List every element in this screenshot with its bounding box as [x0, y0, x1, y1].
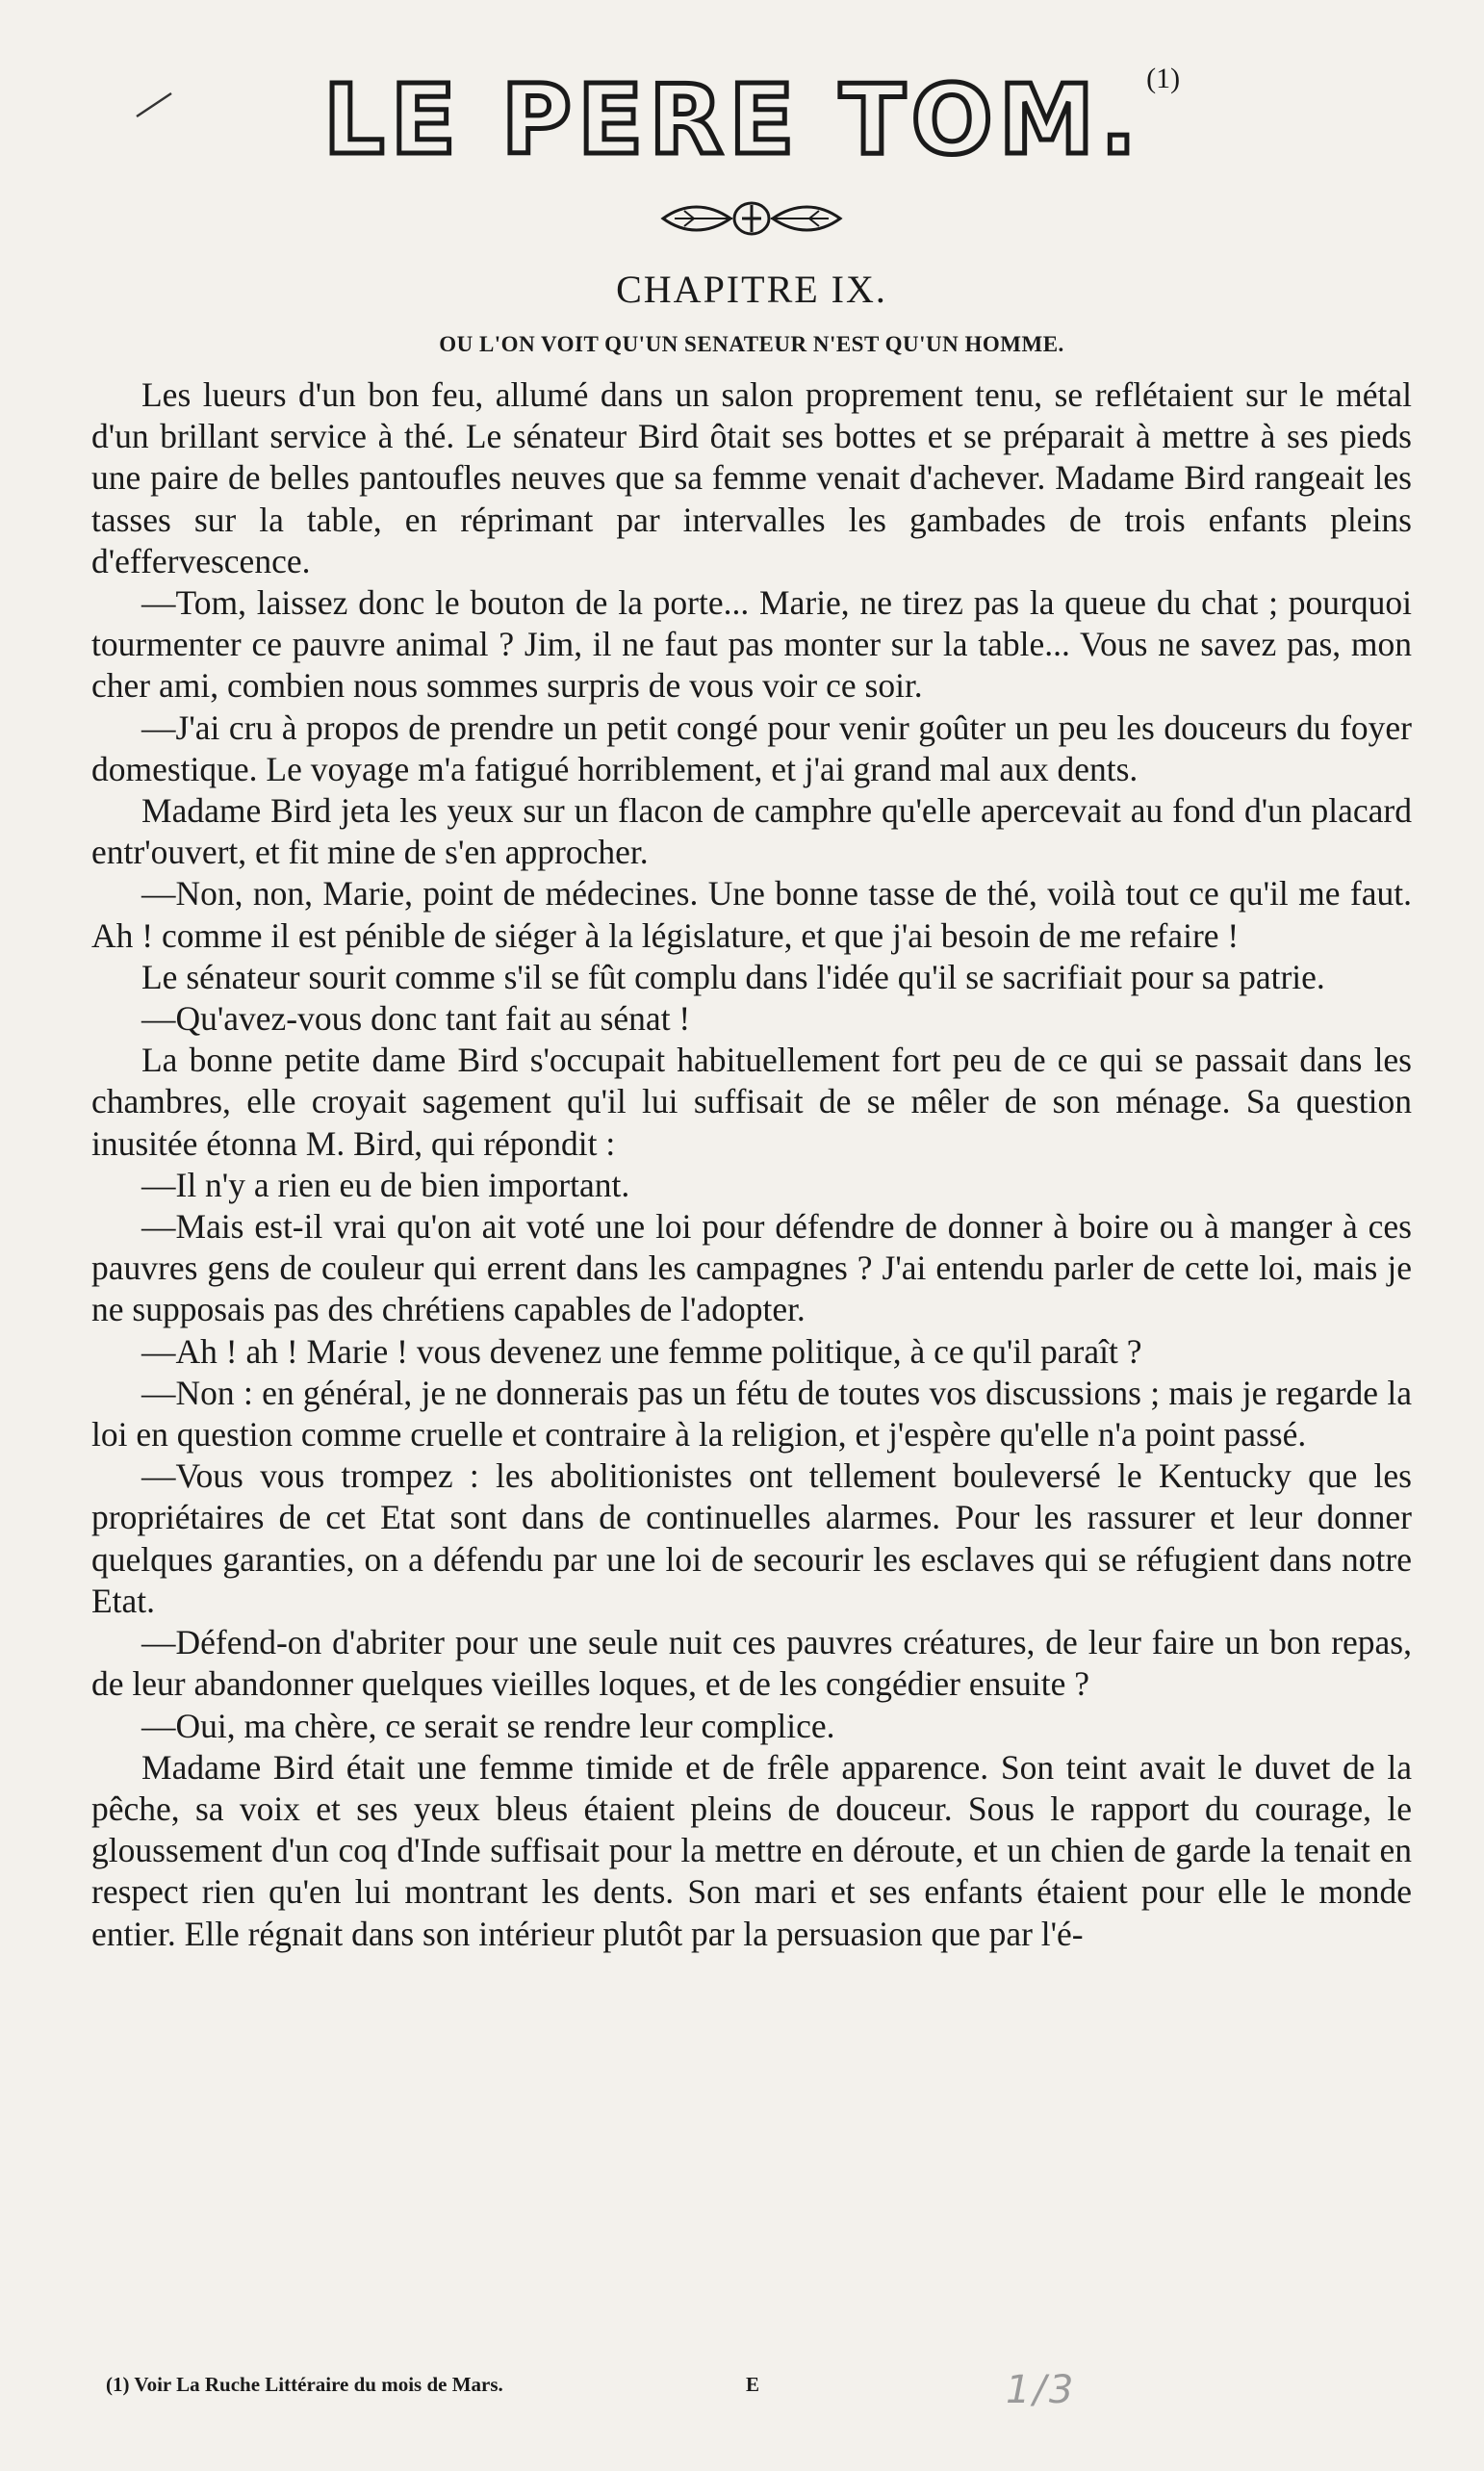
paragraph: —Mais est-il vrai qu'on ait voté une loi pour défendre de donner à boire ou à manger à ces pauvres gens de couleur qui errent dans les campagnes ? J'ai entendu parler de cette loi, mais je ne supposais pas des chrétiens capables de l'adopter. — [91, 1207, 1412, 1329]
paragraph: —Il n'y a rien eu de bien important. — [141, 1165, 630, 1204]
footnote: (1) Voir La Ruche Littéraire du mois de Mars. — [106, 2373, 503, 2396]
ornament-divider — [91, 197, 1412, 244]
paragraph: La bonne petite dame Bird s'occupait habituellement fort peu de ce qui se passait dans les chambres, elle croyait sagement qu'il lui suffisait de se mêler de son ménage. Sa question inusitée étonna M. Bird, qui répondit : — [91, 1041, 1412, 1163]
paragraph: —Tom, laissez donc le bouton de la porte... Marie, ne tirez pas la queue du chat ; pourquoi tourmenter ce pauvre animal ? Jim, il ne faut pas monter sur la table... Vous ne savez pas, mon cher ami, combien nous sommes surpris de vous voir ce soir. — [91, 583, 1412, 706]
page-title: LE PERE TOM. — [322, 64, 1143, 176]
signature-letter: E — [746, 2373, 760, 2396]
paragraph: —Défend-on d'abriter pour une seule nuit ces pauvres créatures, de leur faire un bon repas, de leur abandonner quelques vieilles loques, et de les congédier ensuite ? — [91, 1623, 1412, 1704]
title-block — [91, 63, 1412, 188]
paragraph: Madame Bird jeta les yeux sur un flacon de camphre qu'elle apercevait au fond d'un placard entr'ouvert, et fit mine de s'en approcher. — [91, 791, 1412, 872]
decorative-flourish-icon — [655, 197, 848, 240]
paragraph: Madame Bird était une femme timide et de frêle apparence. Son teint avait le duvet de la pêche, sa voix et ses yeux bleus étaient pleins de douceur. Sous le rapport du courage, le gloussement d'un coq d'Inde suffisait pour la mettre en déroute, et un chien de garde la tenait en respect rien qu'en lui montrant les dents. Son mari et ses enfants étaient pour elle le monde entier. Elle régnait dans son intérieur plutôt par la persuasion que par l'é- — [91, 1747, 1412, 1953]
paragraph: Le sénateur sourit comme s'il se fût complu dans l'idée qu'il se sacrifiait pour sa patrie. — [141, 957, 1325, 996]
paragraph: —Oui, ma chère, ce serait se rendre leur complice. — [141, 1706, 835, 1745]
paragraph: Les lueurs d'un bon feu, allumé dans un salon proprement tenu, se reflétaient sur le métal d'un brillant service à thé. Le sénateur Bird ôtait ses bottes et se préparait à mettre à ses pieds une paire de belles pantoufles neuves que sa femme venait d'achever. Madame Bird rangeait les tasses sur la table, en réprimant par intervalles les gambades de trois enfants pleins d'effervescence. — [91, 375, 1412, 580]
paragraph: —Non : en général, je ne donnerais pas un fétu de toutes vos discussions ; mais je regarde la loi en question comme cruelle et contraire à la religion, et j'espère qu'elle n'a point passé. — [91, 1373, 1412, 1454]
paragraph: —Non, non, Marie, point de médecines. Une bonne tasse de thé, voilà tout ce qu'il me faut. Ah ! comme il est pénible de siéger à la législature, et que j'ai besoin de me refaire ! — [91, 874, 1412, 955]
paragraph: —Qu'avez-vous donc tant fait au sénat ! — [141, 999, 691, 1039]
chapter-heading: CHAPITRE IX. — [616, 268, 887, 311]
paragraph: —Ah ! ah ! Marie ! vous devenez une femme politique, à ce qu'il paraît ? — [141, 1331, 1142, 1371]
title-footnote-marker: (1) — [1146, 63, 1181, 94]
paragraph: —J'ai cru à propos de prendre un petit congé pour venir goûter un peu les douceurs du foyer domestique. Le voyage m'a fatigué horriblement, et j'ai grand mal aux dents. — [91, 708, 1412, 788]
handwritten-page-number: 1/3 — [1006, 2368, 1077, 2412]
chapter-subtitle: OU L'ON VOIT QU'UN SENATEUR N'EST QU'UN HOMME. — [439, 332, 1064, 356]
body-text — [91, 374, 1412, 1955]
paragraph: —Vous vous trompez : les abolitionistes ont tellement bouleversé le Kentucky que les propriétaires de cet Etat sont dans de continuelles alarmes. Pour les rassurer et leur donner quelques garanties, on a défendu par une loi de secourir les esclaves qui se réfugient dans notre Etat. — [91, 1456, 1412, 1620]
